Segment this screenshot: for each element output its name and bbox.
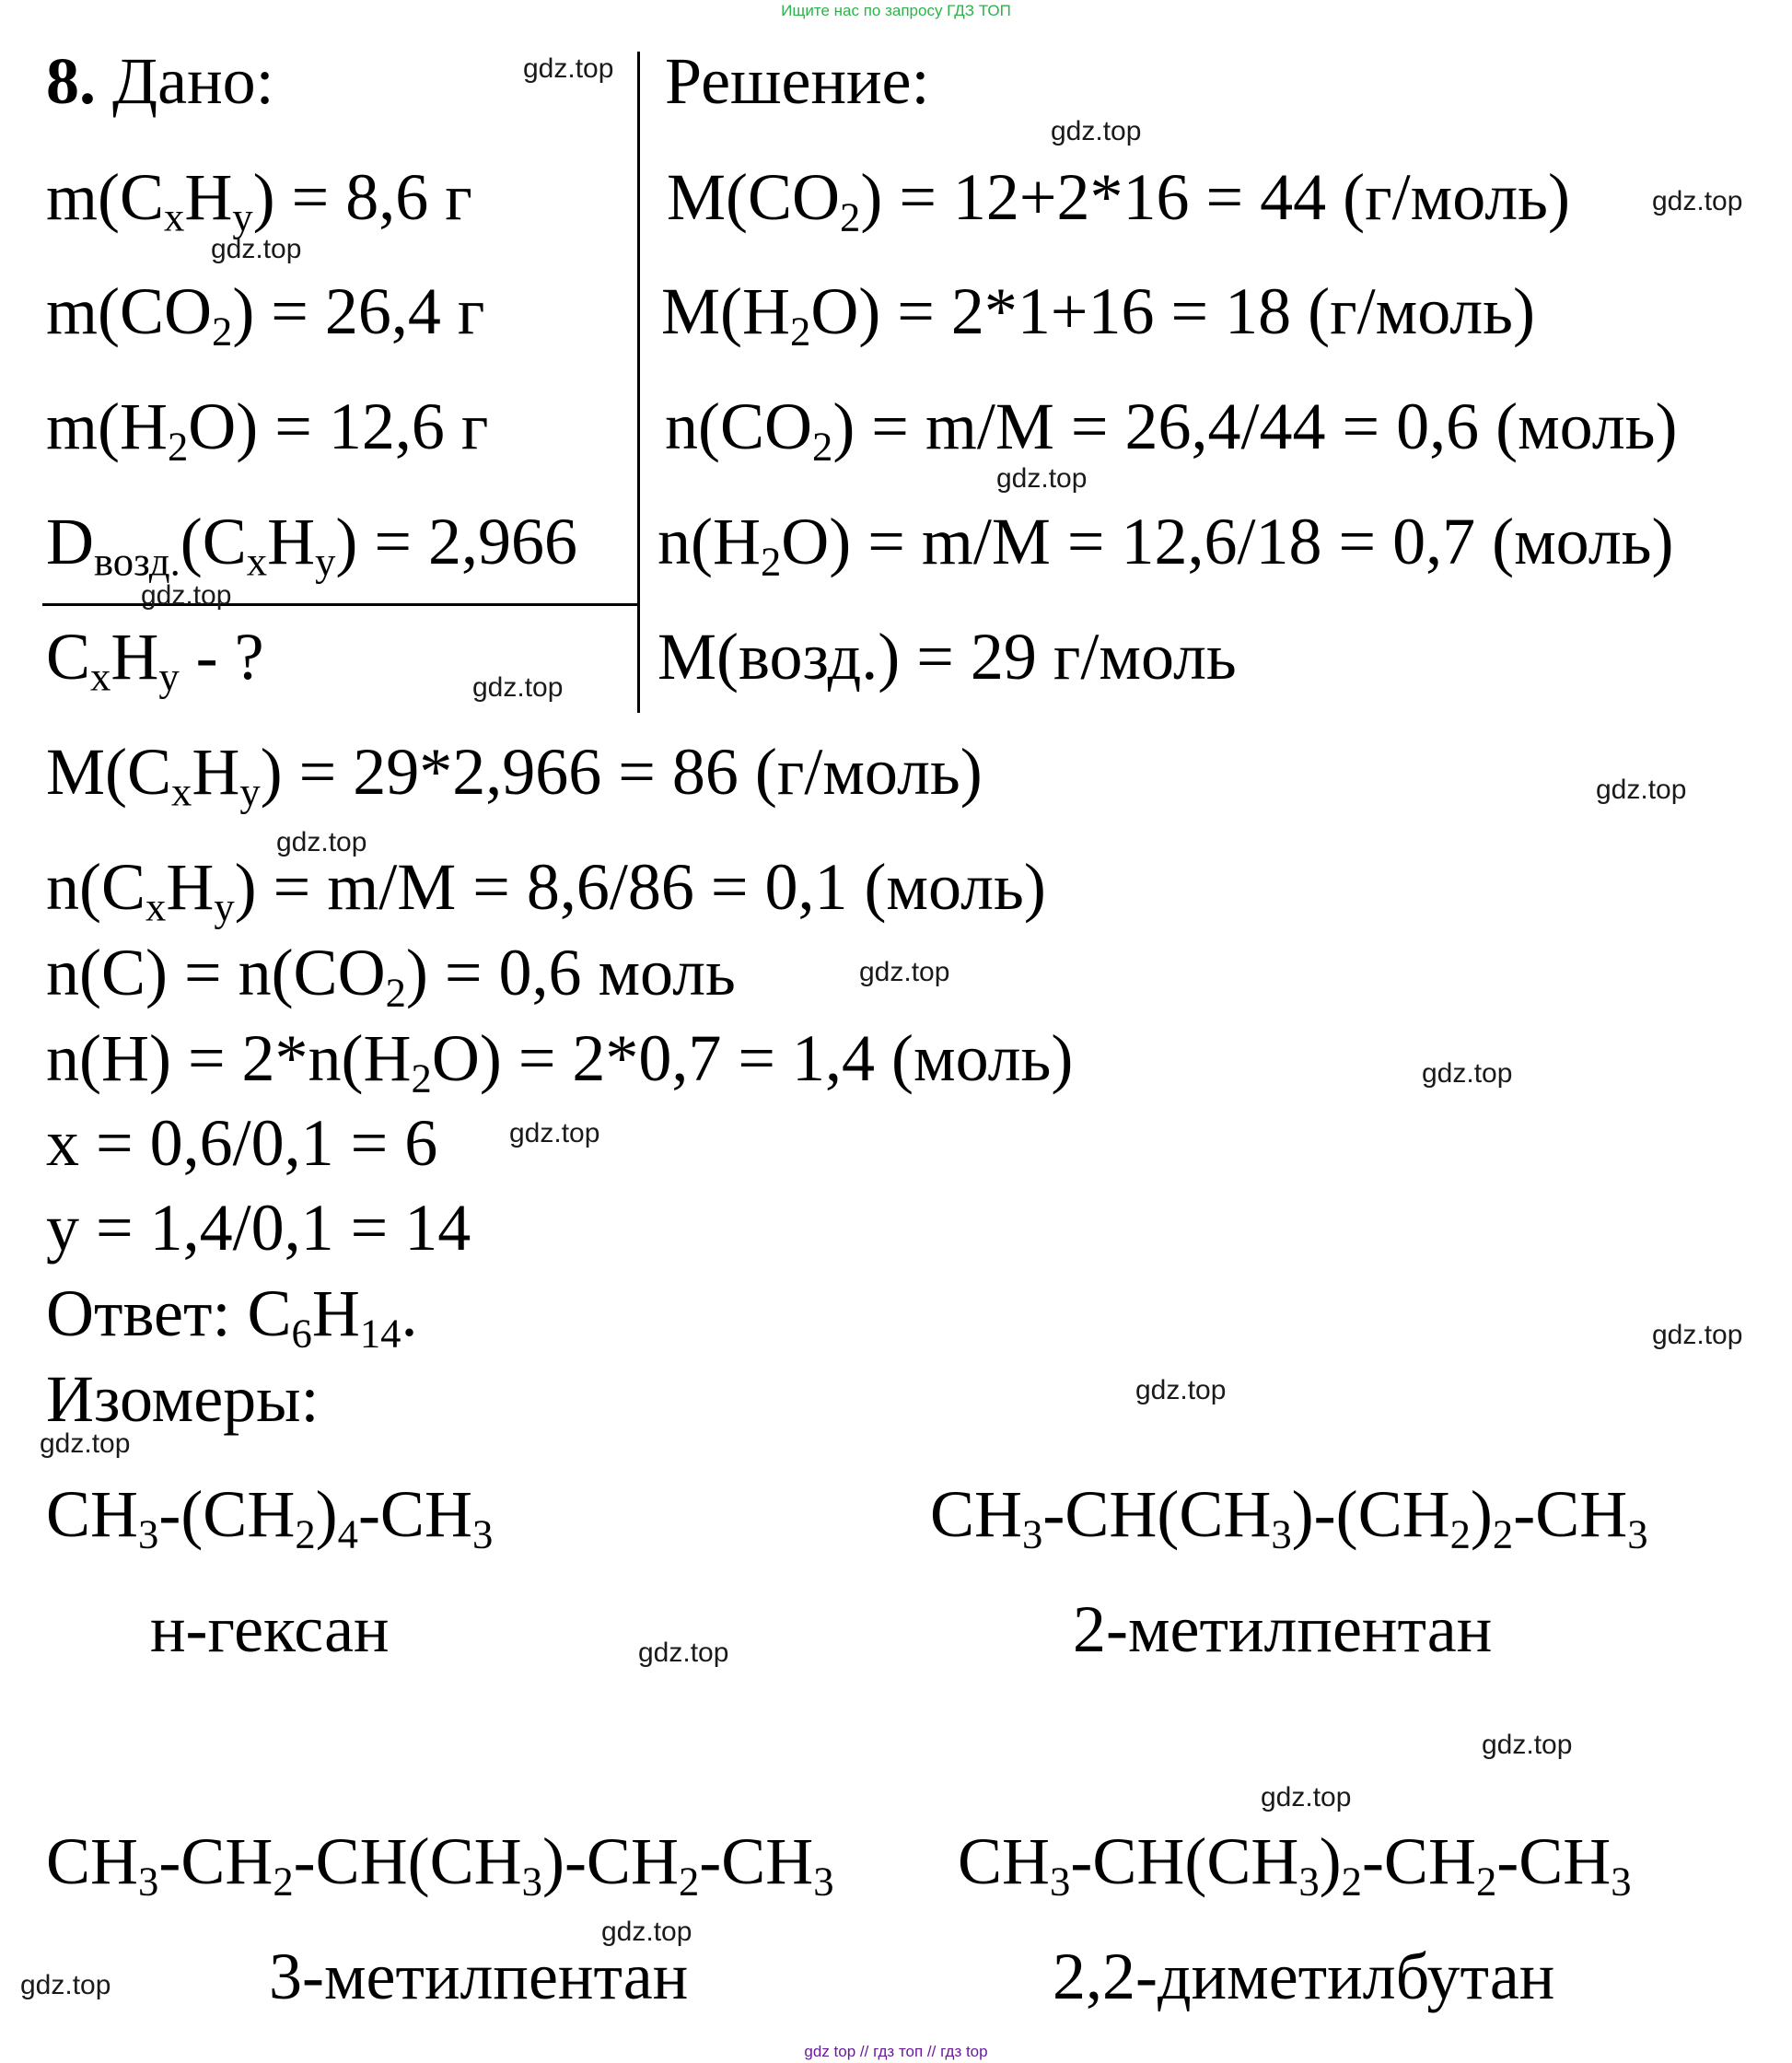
watermark: gdz.top	[141, 580, 232, 611]
horizontal-divider	[42, 603, 637, 606]
watermark: gdz.top	[472, 672, 564, 703]
watermark: gdz.top	[1652, 1320, 1743, 1350]
isomer-name-4: 2,2-диметилбутан	[1053, 1940, 1555, 2013]
watermark: gdz.top	[40, 1428, 131, 1459]
isomer-formula-2: $CH_3-CH(CH_3)-(CH_2)_2-CH_3$	[930, 1477, 1648, 1557]
sol-M-co2: $M(CO_2) = 12+2*16 = 44$ (г/моль)	[667, 160, 1570, 240]
watermark: gdz.top	[1652, 186, 1743, 216]
given-m-co2: $m(CO_2) = 26,4$ г	[46, 274, 485, 355]
watermark: gdz.top	[20, 1970, 111, 2000]
watermark: gdz.top	[601, 1917, 692, 1947]
sol-M-air: M(возд.) = 29 г/моль	[657, 620, 1237, 693]
given-find: $C_xH_y$ - ?	[46, 620, 264, 700]
watermark: gdz.top	[1422, 1058, 1513, 1089]
isomer-name-3: 3-метилпентан	[269, 1940, 689, 2013]
watermark: gdz.top	[996, 463, 1088, 494]
watermark: gdz.top	[523, 53, 614, 84]
watermark: gdz.top	[638, 1638, 729, 1668]
watermark: gdz.top	[276, 827, 367, 857]
task-header	[46, 44, 274, 118]
isomer-formula-3: $CH_3-CH_2-CH(CH_3)-CH_2-CH_3$	[46, 1824, 834, 1905]
sol-n-c: $n(C) = n(CO_2) = 0,6$ моль	[46, 936, 736, 1016]
sol-y: y = 1,4/0,1 = 14	[46, 1191, 471, 1265]
given-m-cxhy: $m(C_xH_y) = 8,6$ г	[46, 160, 472, 240]
top-banner: Ищите нас по запросу ГДЗ ТОП	[781, 2, 1011, 19]
solution-title: Решение:	[665, 44, 930, 118]
watermark: gdz.top	[859, 957, 950, 987]
isomer-name-2: 2-метилпентан	[1073, 1592, 1493, 1666]
isomer-formula-4: $CH_3-CH(CH_3)_2-CH_2-CH_3$	[958, 1824, 1632, 1905]
watermark: gdz.top	[509, 1118, 600, 1148]
watermark: gdz.top	[1482, 1730, 1573, 1760]
sol-n-co2: $n(CO_2) = m/M = 26,4/44 = 0,6$ (моль)	[665, 390, 1678, 470]
given-density: $D_{возд.}(C_xH_y) = 2,966$	[46, 505, 577, 585]
watermark: gdz.top	[1051, 116, 1142, 146]
vertical-divider	[637, 52, 640, 713]
sol-answer: Ответ: $C_6H_{14}$.	[46, 1276, 418, 1357]
sol-n-h: $n(H) = 2*n(H_2O) = 2*0,7 = 1,4$ (моль)	[46, 1021, 1074, 1101]
sol-n-h2o: $n(H_2O) = m/M = 12,6/18 = 0,7$ (моль)	[657, 505, 1674, 585]
sol-n-cxhy: $n(C_xH_y) = m/M = 8,6/86 = 0,1$ (моль)	[46, 850, 1046, 930]
watermark: gdz.top	[1135, 1375, 1227, 1405]
given-title: Дано:	[112, 44, 274, 118]
watermark: gdz.top	[211, 234, 302, 264]
given-m-h2o: $m(H_2O) = 12,6$ г	[46, 390, 489, 470]
watermark: gdz.top	[1596, 775, 1687, 805]
footer: gdz top // гдз топ // гдз top	[804, 2043, 988, 2060]
isomer-name-1: н-гексан	[150, 1592, 390, 1666]
isomers-title: Изомеры:	[46, 1362, 320, 1436]
isomer-formula-1: $CH_3-(CH_2)_4-CH_3$	[46, 1477, 494, 1557]
sol-M-cxhy: $M(C_xH_y) = 29*2,966 = 86$ (г/моль)	[46, 735, 983, 815]
task-number: 8.	[46, 44, 96, 118]
watermark: gdz.top	[1261, 1782, 1352, 1812]
sol-M-h2o: $M(H_2O) = 2*1+16 = 18$ (г/моль)	[661, 274, 1535, 355]
sol-x: x = 0,6/0,1 = 6	[46, 1106, 438, 1180]
